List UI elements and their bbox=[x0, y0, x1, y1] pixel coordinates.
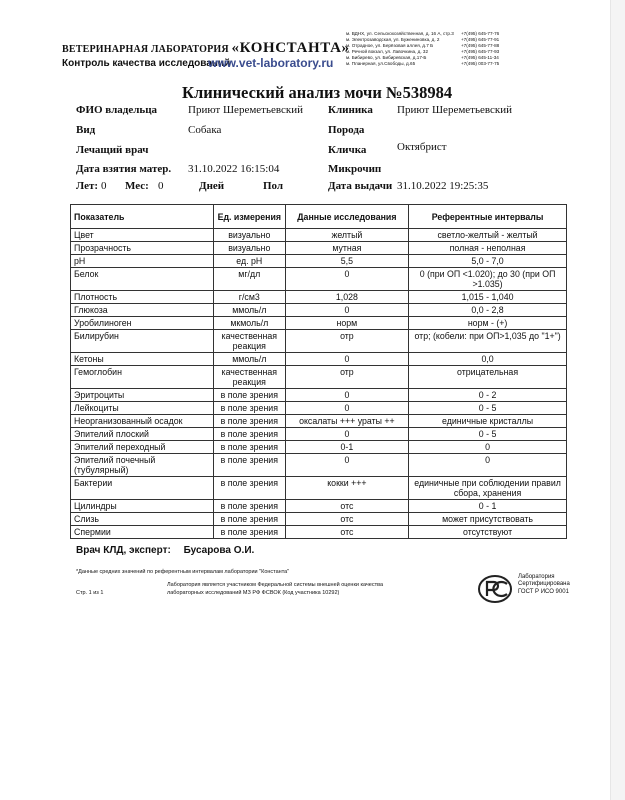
phone-item: +7(495) 645-77-76 bbox=[461, 31, 500, 36]
owner-label: ФИО владельца bbox=[76, 104, 158, 116]
years-label: Лет: bbox=[76, 180, 99, 192]
cell-unit: в поле зрения bbox=[213, 526, 285, 539]
cell-reference: 0 bbox=[409, 454, 567, 477]
address-item: м. ВДНХ, ул. Сельскохозяйственная, д. 16 А, стр.3 bbox=[346, 31, 454, 36]
months-label: Мес: bbox=[125, 180, 149, 192]
table-row bbox=[71, 268, 567, 291]
phone-item: +7(495) 645-77-88 bbox=[461, 42, 500, 48]
cell-parameter: Неорганизованный осадок bbox=[71, 415, 214, 428]
cell-result: 0 bbox=[285, 454, 409, 477]
phone-item: +7(495) 003-77-75 bbox=[461, 60, 500, 66]
years-value: 0 bbox=[101, 180, 107, 192]
cell-unit: мкмоль/л bbox=[213, 317, 285, 330]
cell-parameter: Прозрачность bbox=[71, 242, 214, 255]
table-row bbox=[71, 477, 567, 500]
cell-unit: в поле зрения bbox=[213, 513, 285, 526]
cell-result: 0 bbox=[285, 304, 409, 317]
cell-reference: норм - (+) bbox=[409, 317, 567, 330]
sample-date-value: 31.10.2022 16:15:04 bbox=[188, 163, 280, 175]
cell-parameter: Глюкоза bbox=[71, 304, 214, 317]
header-parameter: Показатель bbox=[71, 205, 214, 229]
cell-reference: 0,0 - 2,8 bbox=[409, 304, 567, 317]
cell-parameter: Гемоглобин bbox=[71, 366, 214, 389]
participation-note bbox=[167, 582, 383, 597]
table-row bbox=[71, 389, 567, 402]
cell-reference: единичные при соблюдении правил сбора, хранения bbox=[409, 477, 567, 500]
cell-reference: 0 - 1 bbox=[409, 500, 567, 513]
table-header-row bbox=[71, 205, 567, 229]
sample-date-label: Дата взятия матер. bbox=[76, 163, 172, 175]
table-row bbox=[71, 291, 567, 304]
table-row bbox=[71, 526, 567, 539]
table-row bbox=[71, 330, 567, 353]
cell-unit: мг/дл bbox=[213, 268, 285, 291]
cell-unit: г/см3 bbox=[213, 291, 285, 304]
cell-result: 0 bbox=[285, 268, 409, 291]
cell-result: 0 bbox=[285, 402, 409, 415]
address-item: м. Планерная, ул.Свободы, д.65 bbox=[346, 60, 416, 66]
lab-prefix: ВЕТЕРИНАРНАЯ ЛАБОРАТОРИЯ bbox=[62, 44, 229, 55]
header-reference: Референтные интервалы bbox=[409, 205, 567, 229]
issue-date-value: 31.10.2022 19:25:35 bbox=[397, 180, 489, 192]
nickname-label: Кличка bbox=[328, 144, 367, 156]
cell-unit: визуально bbox=[213, 242, 285, 255]
sex-label: Пол bbox=[263, 180, 284, 192]
cell-result: 0-1 bbox=[285, 441, 409, 454]
cell-result: отр bbox=[285, 366, 409, 389]
species-value: Собака bbox=[188, 124, 222, 136]
cell-result: отс bbox=[285, 500, 409, 513]
table-row bbox=[71, 229, 567, 242]
cell-unit: в поле зрения bbox=[213, 454, 285, 477]
cell-reference: 0,0 bbox=[409, 353, 567, 366]
cell-reference: 0 bbox=[409, 441, 567, 454]
certification-logo-icon bbox=[477, 574, 513, 604]
cell-parameter: Белок bbox=[71, 268, 214, 291]
phone-list bbox=[461, 31, 499, 66]
cell-unit: в поле зрения bbox=[213, 415, 285, 428]
cell-reference: 0 (при ОП <1.020); до 30 (при ОП >1.035) bbox=[409, 268, 567, 291]
cell-unit: ммоль/л bbox=[213, 304, 285, 317]
vet-label: Лечащий врач bbox=[76, 144, 149, 156]
page-number: Стр. 1 из 1 bbox=[76, 590, 104, 596]
doctor-label: Врач КЛД, эксперт: bbox=[76, 545, 171, 556]
address-item: м. Бибирево, ул. Бибиревская, д.17-Б bbox=[346, 54, 427, 60]
cell-parameter: Эпителий плоский bbox=[71, 428, 214, 441]
document-title: Клинический анализ мочи №538984 bbox=[182, 83, 453, 102]
lab-subtitle: Контроль качества исследований bbox=[62, 58, 231, 69]
cell-unit: ед. pH bbox=[213, 255, 285, 268]
cell-unit: качественная реакция bbox=[213, 330, 285, 353]
cert-line: Лаборатория bbox=[518, 574, 555, 580]
cell-unit: визуально bbox=[213, 229, 285, 242]
cell-unit: в поле зрения bbox=[213, 428, 285, 441]
cell-reference: 5,0 - 7,0 bbox=[409, 255, 567, 268]
address-item: м. Отрадное, ул. Берёзовая аллея, д.7 Б bbox=[346, 42, 434, 48]
days-label: Дней bbox=[199, 180, 225, 192]
cell-parameter: Уробилиноген bbox=[71, 317, 214, 330]
table-row bbox=[71, 242, 567, 255]
nickname-value: Октябрист bbox=[397, 141, 447, 153]
table-row bbox=[71, 500, 567, 513]
doctor-name: Бусарова О.И. bbox=[183, 545, 255, 556]
cell-reference: отрицательная bbox=[409, 366, 567, 389]
footnote: *Данные средних значений по референтным интервалам лаборатории "Константа" bbox=[76, 569, 290, 575]
cell-result: мутная bbox=[285, 242, 409, 255]
table-row bbox=[71, 255, 567, 268]
cell-unit: в поле зрения bbox=[213, 441, 285, 454]
cell-reference: единичные кристаллы bbox=[409, 415, 567, 428]
species-label: Вид bbox=[76, 124, 96, 136]
cell-unit: в поле зрения bbox=[213, 402, 285, 415]
cell-unit: качественная реакция bbox=[213, 366, 285, 389]
phone-item: +7(495) 645-77-91 bbox=[461, 36, 500, 42]
cell-parameter: pH bbox=[71, 255, 214, 268]
cell-reference: 1,015 - 1,040 bbox=[409, 291, 567, 304]
cell-result: 1,028 bbox=[285, 291, 409, 304]
cell-parameter: Спермии bbox=[71, 526, 214, 539]
table-row bbox=[71, 513, 567, 526]
cell-parameter: Цилиндры bbox=[71, 500, 214, 513]
cell-parameter: Цвет bbox=[71, 229, 214, 242]
cell-parameter: Бактерии bbox=[71, 477, 214, 500]
cell-reference: светло-желтый - желтый bbox=[409, 229, 567, 242]
doctor-signature bbox=[76, 545, 254, 556]
cell-reference: отр; (кобели: при ОП>1,035 до "1+") bbox=[409, 330, 567, 353]
cell-unit: в поле зрения bbox=[213, 500, 285, 513]
lab-brand: «КОНСТАНТА» bbox=[231, 40, 350, 56]
participation-line: лабораторных исследований МЗ РФ ФСВОК (Код участника 10292) bbox=[167, 589, 340, 596]
cell-reference: 0 - 5 bbox=[409, 402, 567, 415]
lab-url[interactable]: www.vet-laboratory.ru bbox=[208, 56, 334, 70]
months-value: 0 bbox=[158, 180, 164, 192]
breed-label: Порода bbox=[328, 124, 365, 136]
cell-result: норм bbox=[285, 317, 409, 330]
address-list bbox=[346, 31, 454, 66]
table-row bbox=[71, 441, 567, 454]
table-row bbox=[71, 428, 567, 441]
owner-value: Приют Шереметьевский bbox=[188, 104, 304, 116]
cell-reference: 0 - 2 bbox=[409, 389, 567, 402]
cell-result: 0 bbox=[285, 428, 409, 441]
cell-result: отс bbox=[285, 513, 409, 526]
cell-parameter: Слизь bbox=[71, 513, 214, 526]
cell-result: 5,5 bbox=[285, 255, 409, 268]
chip-label: Микрочип bbox=[328, 163, 382, 175]
cert-line: ГОСТ Р ИСО 9001 bbox=[518, 588, 569, 595]
issue-date-label: Дата выдачи bbox=[328, 180, 393, 192]
cell-parameter: Лейкоциты bbox=[71, 402, 214, 415]
clinic-label: Клиника bbox=[328, 104, 373, 116]
lab-name bbox=[62, 40, 350, 57]
cell-result: отр bbox=[285, 330, 409, 353]
table-row bbox=[71, 317, 567, 330]
address-item: м. Речной вокзал, ул. Лавочкина, д. 32 bbox=[346, 48, 428, 54]
table-row bbox=[71, 353, 567, 366]
cell-result: оксалаты +++ ураты ++ bbox=[285, 415, 409, 428]
cell-reference: полная - неполная bbox=[409, 242, 567, 255]
address-item: м. Электрозаводская, ул. Бужениновка, д. 2 bbox=[346, 36, 440, 42]
certification-text bbox=[518, 574, 570, 596]
page-edge bbox=[610, 0, 611, 800]
cell-parameter: Плотность bbox=[71, 291, 214, 304]
cell-reference: может присутствовать bbox=[409, 513, 567, 526]
clinic-value: Приют Шереметьевский bbox=[397, 104, 513, 116]
cell-result: желтый bbox=[285, 229, 409, 242]
cell-unit: ммоль/л bbox=[213, 353, 285, 366]
cell-result: 0 bbox=[285, 389, 409, 402]
table-row bbox=[71, 366, 567, 389]
cell-reference: отсутствуют bbox=[409, 526, 567, 539]
cell-result: отс bbox=[285, 526, 409, 539]
cell-unit: в поле зрения bbox=[213, 389, 285, 402]
table-row bbox=[71, 304, 567, 317]
cell-parameter: Эритроциты bbox=[71, 389, 214, 402]
header-result: Данные исследования bbox=[285, 205, 409, 229]
cell-reference: 0 - 5 bbox=[409, 428, 567, 441]
table-row bbox=[71, 402, 567, 415]
cell-result: кокки +++ bbox=[285, 477, 409, 500]
table-row bbox=[71, 415, 567, 428]
header-unit: Ед. измерения bbox=[213, 205, 285, 229]
cell-unit: в поле зрения bbox=[213, 477, 285, 500]
cert-line: Сертифицирована bbox=[518, 581, 570, 588]
phone-item: +7(495) 645-11-34 bbox=[461, 54, 499, 60]
table-row bbox=[71, 454, 567, 477]
phone-item: +7(495) 645-77-93 bbox=[461, 48, 500, 54]
results-table bbox=[70, 204, 567, 539]
cell-parameter: Кетоны bbox=[71, 353, 214, 366]
participation-line: Лаборатория является участником Федеральной системы внешней оценки качества bbox=[167, 582, 384, 588]
cell-result: 0 bbox=[285, 353, 409, 366]
cell-parameter: Билирубин bbox=[71, 330, 214, 353]
cell-parameter: Эпителий переходный bbox=[71, 441, 214, 454]
cell-parameter: Эпителий почечный (тубулярный) bbox=[71, 454, 214, 477]
